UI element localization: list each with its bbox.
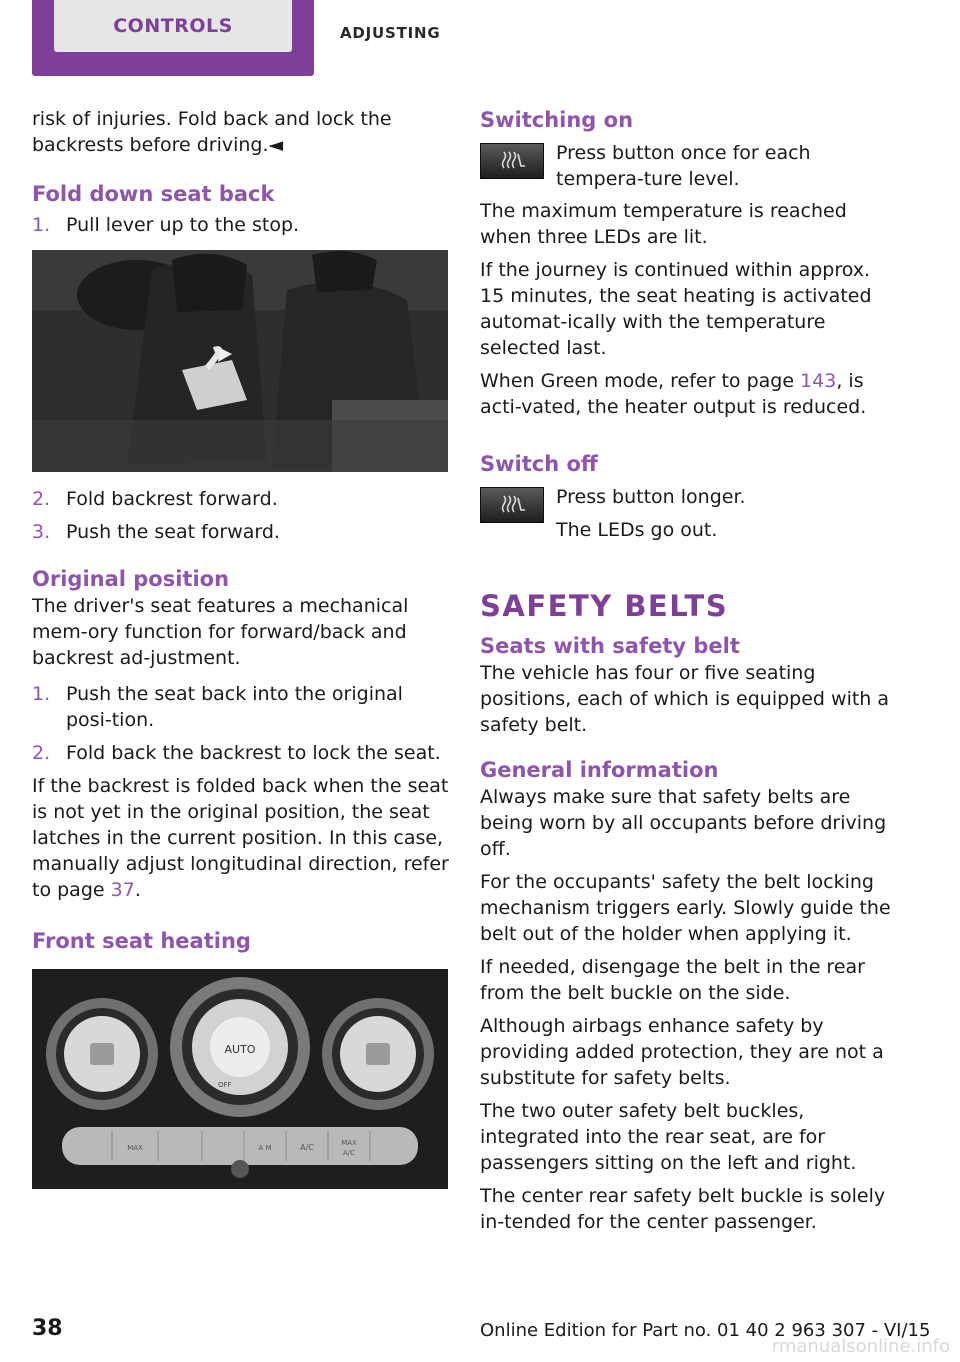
step-number: 1. (32, 683, 51, 705)
intro-paragraph: risk of injuries. Fold back and lock the backrests before driving.◄ (32, 108, 392, 156)
switch-off-row (480, 484, 900, 550)
page-link-143[interactable]: 143 (800, 370, 837, 392)
list-item (32, 212, 452, 238)
list-item (32, 519, 452, 545)
seat-heating-button-image (480, 487, 544, 523)
right-column (480, 106, 900, 1242)
max-temperature-text: The maximum temperature is reached when three LEDs are lit. (480, 200, 847, 248)
max-label-1: MAX (127, 1144, 143, 1152)
edition-footer: Online Edition for Part no. 01 40 2 963 307 - VI/15 (480, 1320, 931, 1341)
watermark: rmanualsonline.info (771, 1336, 950, 1357)
switch-off-text-2: The LEDs go out. (556, 519, 718, 541)
general-paragraph-3: If needed, disengage the belt in the rear from the belt buckle on the side. (480, 956, 865, 1004)
general-paragraph-5: The two outer safety belt buckles, integrated into the rear seat, are for passengers sitting on the left and right. (480, 1100, 857, 1174)
step-text: Fold backrest forward. (66, 488, 278, 510)
step-text: Push the seat back into the original posi‐tion. (66, 683, 403, 731)
section-tab-adjusting[interactable]: ADJUSTING (340, 24, 441, 42)
original-steps-list (32, 681, 452, 766)
seat-heating-icon (498, 150, 526, 172)
general-paragraph-2: For the occupants' safety the belt locking mechanism triggers early. Slowly guide the belt out of the holder when applying it. (480, 871, 891, 945)
switching-on-heading: Switching on (480, 108, 634, 132)
fold-steps-list-continued (32, 486, 452, 545)
general-paragraph-6: The center rear safety belt buckle is solely in‐tended for the center passenger. (480, 1185, 886, 1233)
climate-console-photo (32, 969, 448, 1189)
front-seat-heating-heading: Front seat heating (32, 929, 251, 953)
ac-label-2: A/C (342, 1149, 356, 1157)
seat-heating-button-image (480, 143, 544, 179)
journey-text: If the journey is continued within approx. 15 minutes, the seat heating is activated automat‐ically with the temperature selected last. (480, 259, 872, 359)
chapter-tab-controls[interactable] (32, 0, 314, 76)
switch-off-texts (556, 484, 746, 550)
seat-heating-icon (498, 494, 526, 516)
step-text: Fold back the backrest to lock the seat. (66, 742, 441, 764)
auto-label: AUTO (224, 1043, 256, 1056)
original-position-paragraph: The driver's seat features a mechanical mem‐ory function for forward/back and backrest ad‐justment. (32, 595, 409, 669)
seats-with-belt-text: The vehicle has four or five seating positions, each of which is equipped with a safety belt. (480, 662, 890, 736)
green-mode-text-b: , is acti‐vated, the heater output is reduced. (480, 370, 867, 418)
left-column (32, 106, 452, 1189)
step-text: Pull lever up to the stop. (66, 214, 300, 236)
switch-off-text-1: Press button longer. (556, 486, 746, 508)
seat-lever-photo (32, 250, 448, 472)
general-paragraph-1: Always make sure that safety belts are being worn by all occupants before driving off. (480, 786, 887, 860)
backrest-text: If the backrest is folded back when the seat is not yet in the original position, the seat latches in the current position. In this case, manually adjust longitudinal direction, refer to page (32, 775, 449, 901)
seats-with-belt-heading: Seats with safety belt (480, 634, 740, 658)
step-number: 3. (32, 521, 51, 543)
step-number: 2. (32, 488, 51, 510)
seat-lever-illustration (32, 250, 448, 472)
switch-off-heading: Switch off (480, 452, 598, 476)
green-mode-text (480, 368, 900, 420)
step-number: 1. (32, 214, 51, 236)
backrest-end: . (134, 879, 141, 901)
page-link-37[interactable]: 37 (110, 879, 135, 901)
safety-belts-heading: SAFETY BELTS (480, 589, 729, 623)
list-item (32, 740, 452, 766)
original-position-heading: Original position (32, 567, 230, 591)
fold-down-heading: Fold down seat back (32, 182, 275, 206)
climate-console-illustration (32, 969, 448, 1189)
max-label-2: MAX (341, 1139, 357, 1147)
fold-steps-list (32, 212, 452, 238)
switch-on-row (480, 140, 900, 192)
list-item (32, 681, 452, 733)
list-item (32, 486, 452, 512)
step-text: Push the seat forward. (66, 521, 280, 543)
general-paragraph-4: Although airbags enhance safety by providing added protection, they are not a substitute for safety belts. (480, 1015, 884, 1089)
a-m-label: A M (258, 1144, 272, 1152)
chapter-tab-label: CONTROLS (113, 15, 233, 37)
off-label: OFF (218, 1081, 232, 1089)
step-number: 2. (32, 742, 51, 764)
page-number: 38 (32, 1316, 63, 1341)
ac-label-1: A/C (300, 1143, 314, 1152)
switch-on-text: Press button once for each tempera‐ture level. (556, 142, 811, 190)
green-mode-text-a: When Green mode, refer to page (480, 370, 795, 392)
chapter-tab-inner (54, 0, 292, 52)
general-information-heading: General information (480, 758, 719, 782)
backrest-paragraph (32, 773, 452, 903)
